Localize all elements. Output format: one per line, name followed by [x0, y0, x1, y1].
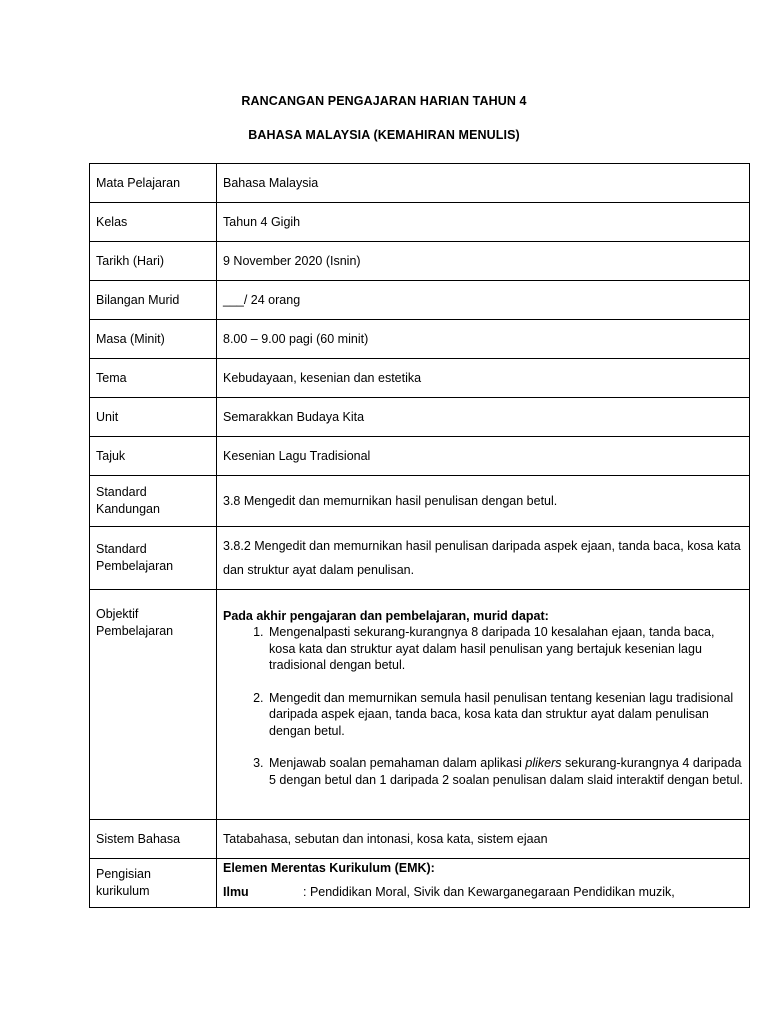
row-value: Kesenian Lagu Tradisional: [217, 437, 750, 476]
item-text: sekurang-kurangnya 4 daripada 5 dengan betul dan 1 daripada 2 soalan penulisan dalam slaid interaktif dengan betul.: [269, 756, 743, 787]
objectives-cell: [217, 590, 750, 820]
table-row: [90, 359, 750, 398]
row-label: [90, 859, 217, 908]
ilmu-label: Ilmu: [223, 885, 249, 899]
row-label-line: Pembelajaran: [96, 559, 174, 573]
row-label: Bilangan Murid: [90, 281, 217, 320]
row-label: [90, 590, 217, 820]
row-label-line: Pengisian: [96, 867, 151, 881]
list-item: 2. Mengedit dan memurnikan semula hasil penulisan tentang kesenian lagu tradisional daripada aspek ejaan, tanda baca, kosa kata dan struktur ayat dalam penulisan dengan betul.: [267, 690, 743, 740]
row-value: Semarakkan Budaya Kita: [217, 398, 750, 437]
row-value: Bahasa Malaysia: [217, 164, 750, 203]
row-label-line: Standard: [96, 542, 147, 556]
table-row: [90, 820, 750, 859]
row-value: 3.8.2 Mengedit dan memurnikan hasil penulisan daripada aspek ejaan, tanda baca, kosa kata dan struktur ayat dalam penulisan.: [217, 527, 750, 590]
row-value: ___/ 24 orang: [217, 281, 750, 320]
table-row: [90, 527, 750, 590]
row-value: Kebudayaan, kesenian dan estetika: [217, 359, 750, 398]
row-label: Kelas: [90, 203, 217, 242]
table-row: [90, 203, 750, 242]
row-label-line: Standard: [96, 485, 147, 499]
table-row: [90, 437, 750, 476]
row-value: 9 November 2020 (Isnin): [217, 242, 750, 281]
document-title: RANCANGAN PENGAJARAN HARIAN TAHUN 4: [241, 94, 527, 108]
list-item: 1. Mengenalpasti sekurang-kurangnya 8 daripada 10 kesalahan ejaan, tanda baca, kosa kata dan struktur ayat dalam hasil penulisan yang bertajuk kesenian lagu tradisional dengan betul.: [267, 624, 743, 674]
row-value: 8.00 – 9.00 pagi (60 minit): [217, 320, 750, 359]
ilmu-value: : Pendidikan Moral, Sivik dan Kewarganegaraan Pendidikan muzik,: [303, 885, 675, 899]
table-row: [90, 242, 750, 281]
document-subtitle: BAHASA MALAYSIA (KEMAHIRAN MENULIS): [248, 128, 520, 142]
row-value: Tahun 4 Gigih: [217, 203, 750, 242]
row-value: Tatabahasa, sebutan dan intonasi, kosa kata, sistem ejaan: [217, 820, 750, 859]
list-item: [267, 755, 743, 788]
row-label: [90, 476, 217, 527]
table-row: [90, 164, 750, 203]
row-label-line: Pembelajaran: [96, 624, 174, 638]
row-label: Unit: [90, 398, 217, 437]
row-value: 3.8 Mengedit dan memurnikan hasil penulisan dengan betul.: [217, 476, 750, 527]
item-text: Menjawab soalan pemahaman dalam aplikasi: [269, 756, 526, 770]
row-label: Tema: [90, 359, 217, 398]
row-label: Mata Pelajaran: [90, 164, 217, 203]
row-label-line: Objektif: [96, 607, 139, 621]
table-row: [90, 590, 750, 820]
table-row: [90, 476, 750, 527]
row-label: [90, 527, 217, 590]
curriculum-line: [223, 881, 743, 903]
table-row: [90, 320, 750, 359]
objectives-list: [223, 624, 743, 788]
curriculum-cell: [217, 859, 750, 908]
lesson-plan-table: [89, 163, 750, 908]
table-row: [90, 281, 750, 320]
objectives-heading: Pada akhir pengajaran dan pembelajaran, murid dapat:: [223, 609, 549, 623]
row-label: Tarikh (Hari): [90, 242, 217, 281]
row-label: Sistem Bahasa: [90, 820, 217, 859]
row-label: Tajuk: [90, 437, 217, 476]
row-label: Masa (Minit): [90, 320, 217, 359]
row-label-line: kurikulum: [96, 884, 150, 898]
item-emphasis: plikers: [525, 756, 562, 770]
table-row: [90, 398, 750, 437]
row-label-line: Kandungan: [96, 502, 160, 516]
curriculum-heading: Elemen Merentas Kurikulum (EMK):: [223, 861, 435, 875]
table-row: [90, 859, 750, 908]
